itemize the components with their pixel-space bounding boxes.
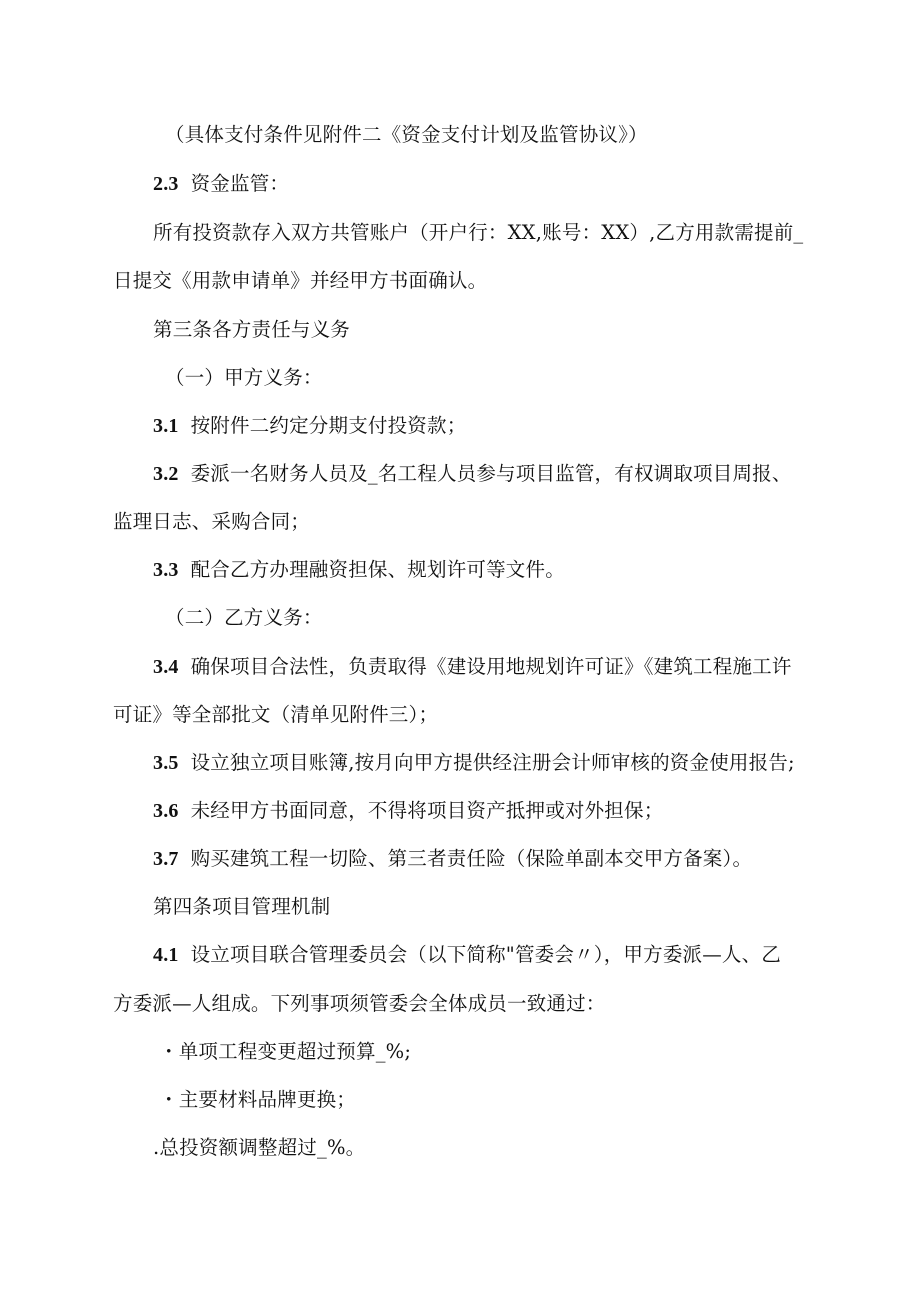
clause-number: 3.3 (153, 559, 179, 581)
party-b-obligations-heading: （二）乙方义务： (165, 606, 323, 629)
clause-number: 4.1 (153, 944, 179, 966)
clause-3-1: 3.1 按附件二约定分期支付投资款； (153, 414, 467, 437)
article-3-heading: 第三条各方责任与义务 (153, 318, 351, 341)
clause-3-2-line-1: 3.2 委派一名财务人员及_名工程人员参与项目监管，有权调取项目周报、 (153, 462, 792, 485)
clause-2-3-heading: 2.3 资金监管： (153, 172, 290, 195)
bullet-item-material-brand: ・主要材料品牌更换； (159, 1088, 357, 1111)
clause-number: 3.5 (153, 752, 179, 774)
clause-number: 3.6 (153, 800, 179, 822)
clause-3-7: 3.7 购买建筑工程一切险、第三者责任险（保险单副本交甲方备案）。 (153, 847, 753, 870)
article-4-heading: 第四条项目管理机制 (153, 895, 331, 918)
clause-3-2-line-2: 监理日志、采购合同； (113, 510, 311, 533)
clause-3-4-line-2: 可证》等全部批文（清单见附件三）； (113, 703, 439, 726)
clause-3-4-line-1: 3.4 确保项目合法性，负责取得《建设用地规划许可证》《建筑工程施工许 (153, 655, 792, 678)
clause-3-5: 3.5 设立独立项目账簿,按月向甲方提供经注册会计师审核的资金使用报告; (153, 751, 795, 774)
clause-number: 3.1 (153, 415, 179, 437)
bullet-item-budget-change: ・单项工程变更超过预算_%; (159, 1040, 412, 1063)
clause-2-3-body-line-1: 所有投资款存入双方共管账户（开户行：XX,账号：XX）,乙方用款需提前_ (153, 221, 804, 244)
payment-conditions-note: （具体支付条件见附件二《资金支付计划及监管协议》） (165, 123, 648, 146)
party-a-obligations-heading: （一）甲方义务： (165, 366, 323, 389)
clause-number: 3.4 (153, 656, 179, 678)
clause-number: 3.2 (153, 463, 179, 485)
clause-4-1-line-2: 方委派—人组成。下列事项须管委会全体成员一致通过： (113, 992, 606, 1015)
clause-number: 3.7 (153, 848, 179, 870)
clause-number: 2.3 (153, 173, 179, 195)
clause-2-3-body-line-2: 日提交《用款申请单》并经甲方书面确认。 (113, 269, 488, 292)
clause-4-1-line-1: 4.1 设立项目联合管理委员会（以下简称"管委会〃），甲方委派—人、乙 (153, 943, 782, 966)
clause-3-6: 3.6 未经甲方书面同意，不得将项目资产抵押或对外担保； (153, 799, 664, 822)
bullet-item-total-investment: .总投资额调整超过_%。 (153, 1136, 366, 1159)
clause-3-3: 3.3 配合乙方办理融资担保、规划许可等文件。 (153, 558, 565, 581)
